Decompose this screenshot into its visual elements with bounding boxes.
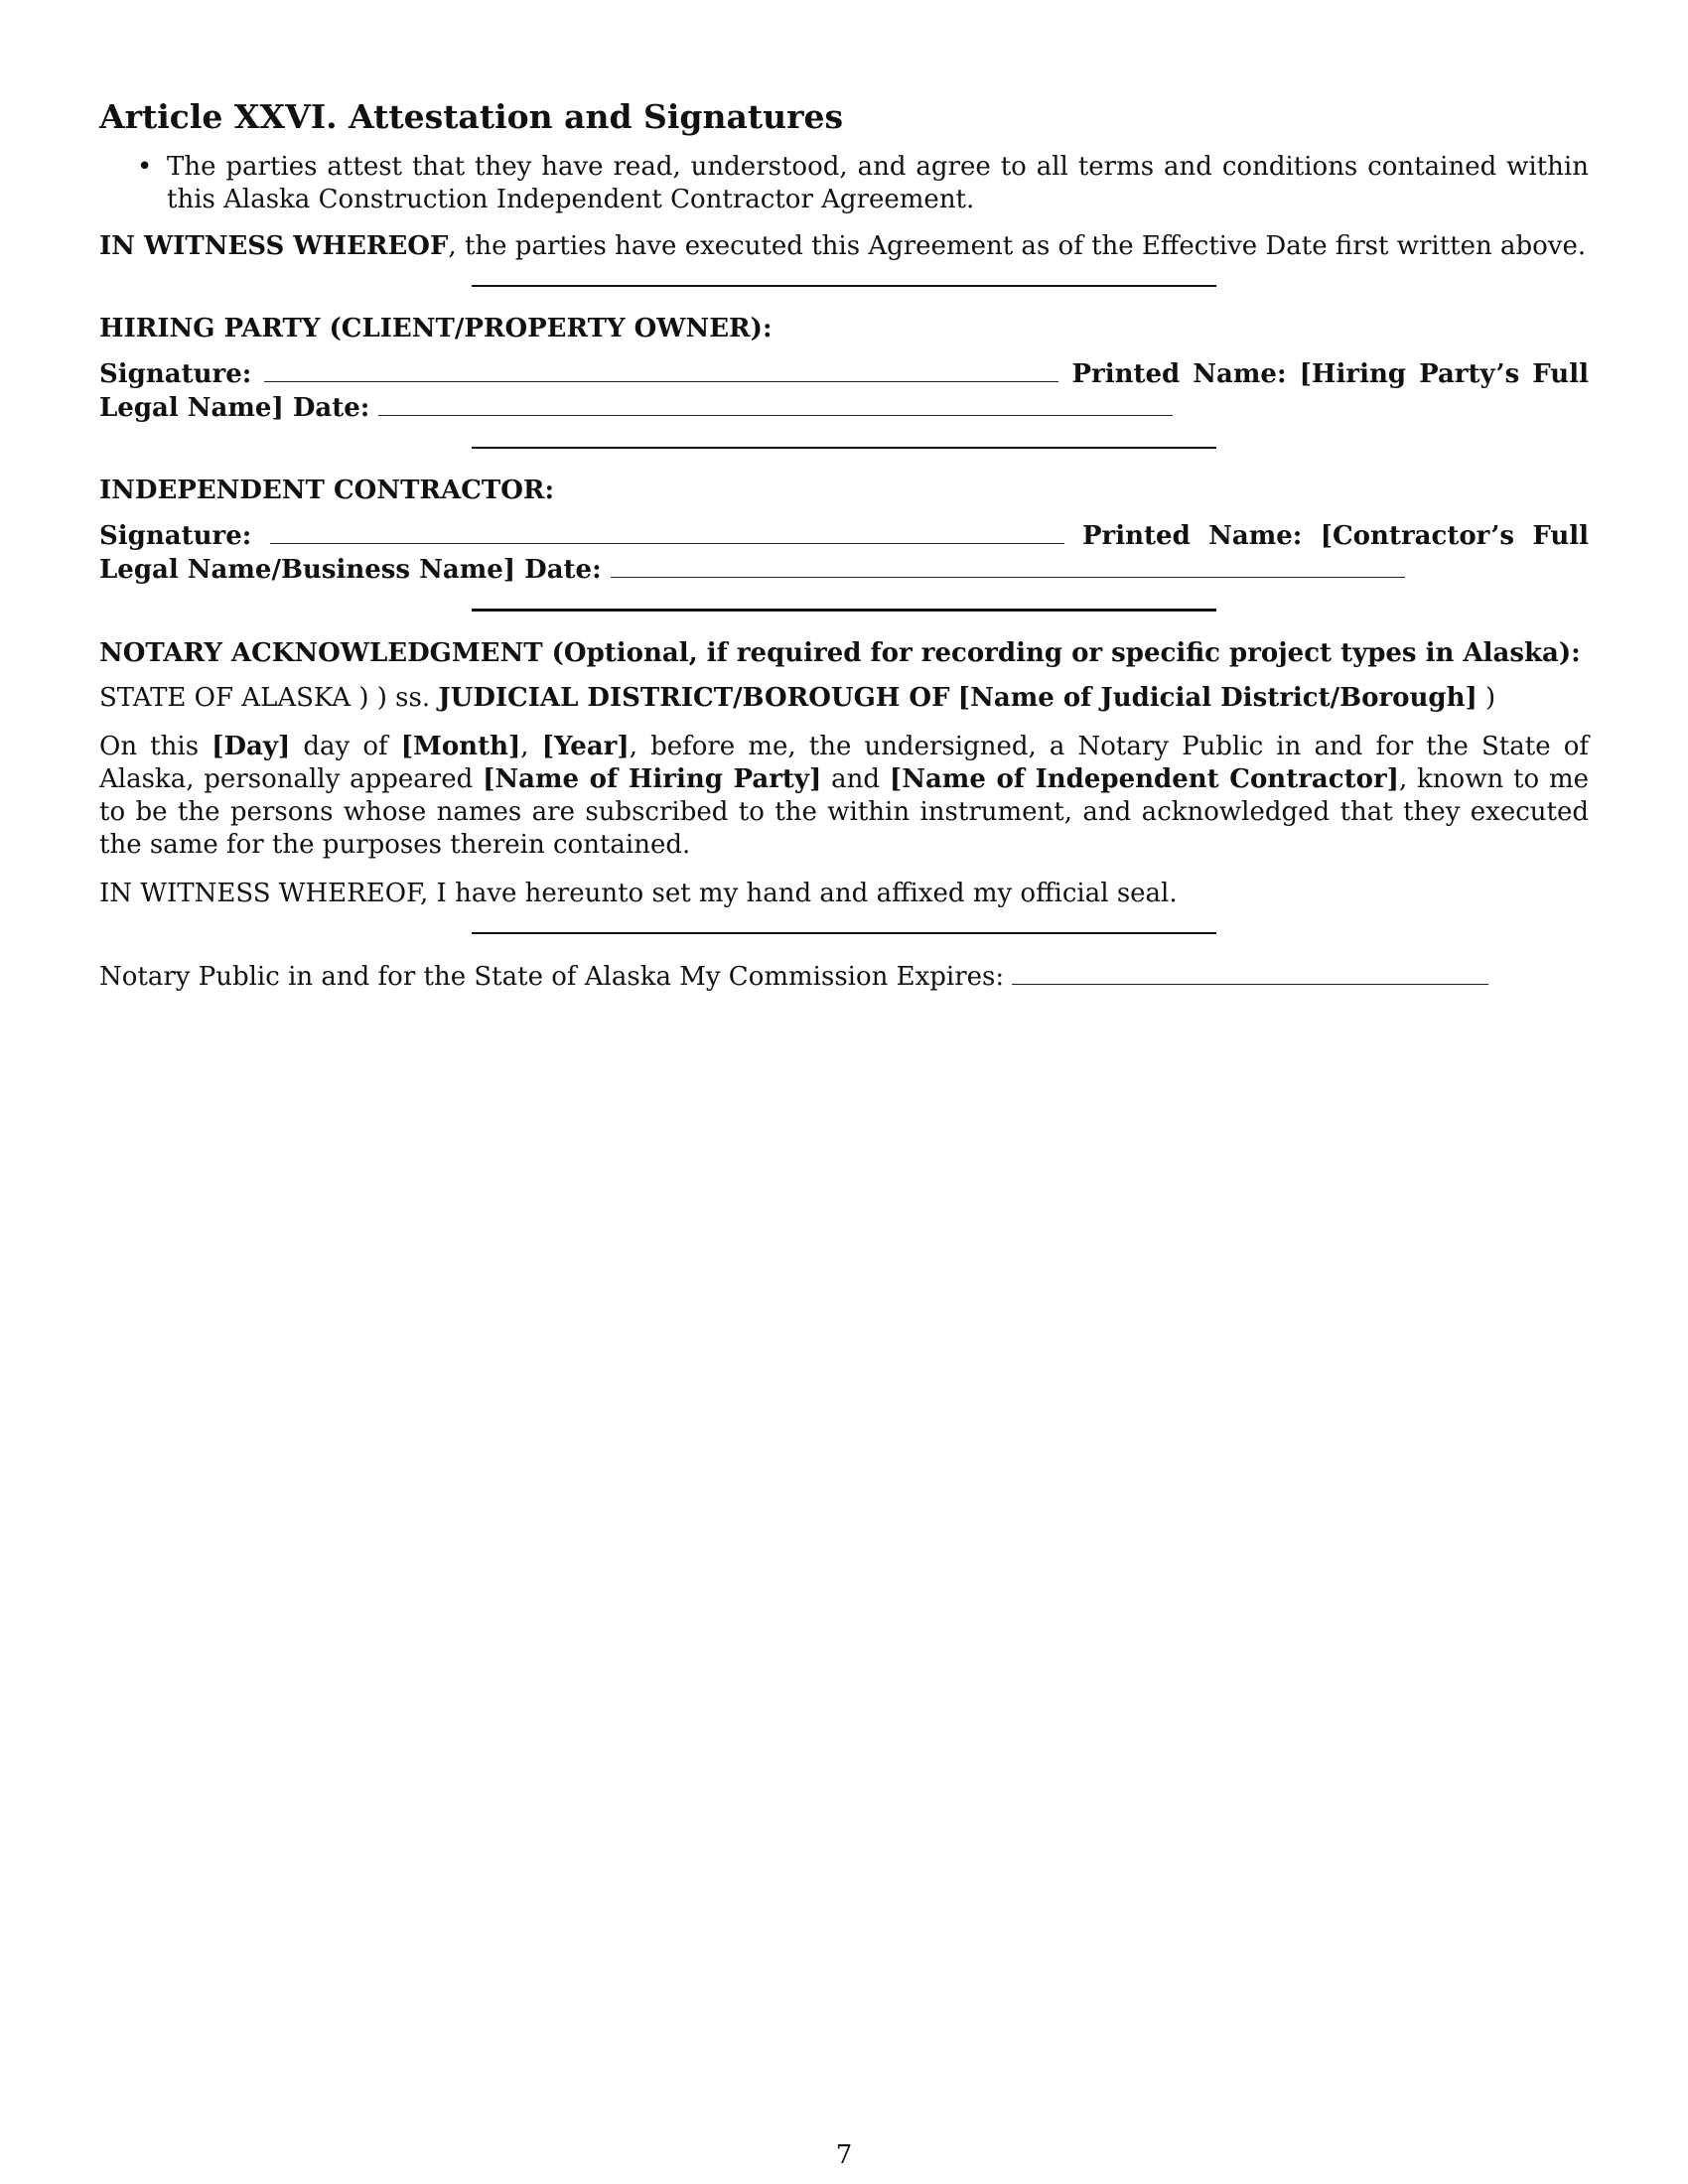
contractor-signature-block xyxy=(99,519,1589,587)
hiring-signature-line[interactable] xyxy=(264,357,1058,382)
notary-heading: NOTARY ACKNOWLEDGMENT (Optional, if required for recording or specific project types in Alaska): xyxy=(99,638,1581,668)
ack-year-placeholder: [Year] xyxy=(541,732,630,761)
ack-text: , known to me to be the persons whose names are subscribed to the within instrument, and acknowledged that they executed the same for the purposes therein contained. xyxy=(99,764,1589,860)
notary-acknowledgment-paragraph xyxy=(99,731,1589,862)
document-page xyxy=(99,95,1589,1010)
ack-hiring-party-placeholder: [Name of Hiring Party] xyxy=(483,764,822,794)
hiring-signature-label: Signature: xyxy=(99,359,252,389)
attestation-list xyxy=(99,151,1589,216)
contractor-signature-label: Signature: xyxy=(99,521,252,551)
ack-text: On this xyxy=(99,732,212,761)
hiring-printed-name-label: Printed Name: xyxy=(1071,359,1287,389)
contractor-signature-line[interactable] xyxy=(270,519,1064,544)
bullet-icon: • xyxy=(137,152,153,182)
witness-rest: , the parties have executed this Agreement as of the Effective Date first written above. xyxy=(448,231,1587,261)
article-heading: Article XXVI. Attestation and Signatures xyxy=(99,97,844,136)
venue-state: STATE OF ALASKA ) ) ss. xyxy=(99,683,431,713)
hiring-printed-name-value: [Hiring Party’s Full Legal Name] xyxy=(99,359,1589,423)
ack-text: , before me, the undersigned, a Notary Public in and for the State of Alaska, personally appeared xyxy=(99,732,1589,794)
venue-close: ) xyxy=(1485,683,1496,713)
ack-text: , xyxy=(520,732,542,761)
ack-day-placeholder: [Day] xyxy=(211,732,291,761)
notary-signature-rule[interactable] xyxy=(472,932,1216,934)
notary-venue xyxy=(99,682,1589,715)
contractor-date-label: Date: xyxy=(524,555,602,585)
ack-contractor-placeholder: [Name of Independent Contractor] xyxy=(889,764,1399,794)
contractor-date-line[interactable] xyxy=(611,553,1405,578)
notary-commission-label: Notary Public in and for the State of Alaska My Commission Expires: xyxy=(99,962,1005,992)
attestation-text: The parties attest that they have read, understood, and agree to all terms and conditions contained within this Alaska Construction Independent Contractor Agreement. xyxy=(167,152,1589,214)
notary-witness-line: IN WITNESS WHEREOF, I have hereunto set my hand and affixed my official seal. xyxy=(99,879,1178,908)
venue-district-label: JUDICIAL DISTRICT/BOROUGH OF xyxy=(438,683,950,713)
hiring-date-line[interactable] xyxy=(378,391,1173,416)
contractor-printed-name-label: Printed Name: xyxy=(1082,521,1303,551)
hiring-party-heading: HIRING PARTY (CLIENT/PROPERTY OWNER): xyxy=(99,314,773,343)
venue-district-placeholder: [Name of Judicial District/Borough] xyxy=(957,683,1477,713)
notary-footer xyxy=(99,960,1589,994)
contractor-heading: INDEPENDENT CONTRACTOR: xyxy=(99,476,555,505)
witness-paragraph xyxy=(99,230,1589,263)
contractor-printed-name-value: [Contractor’s Full Legal Name/Business Name] xyxy=(99,521,1589,585)
separator-rule xyxy=(472,447,1216,449)
separator-rule xyxy=(472,609,1216,612)
ack-text: and xyxy=(821,764,890,794)
page-number: 7 xyxy=(835,2140,853,2170)
hiring-date-label: Date: xyxy=(292,393,370,423)
commission-expires-line[interactable] xyxy=(1012,960,1488,985)
ack-text: day of xyxy=(290,732,401,761)
list-item xyxy=(99,151,1589,216)
separator-rule xyxy=(472,285,1216,287)
ack-month-placeholder: [Month] xyxy=(400,732,521,761)
hiring-party-signature-block xyxy=(99,357,1589,425)
witness-bold: IN WITNESS WHEREOF xyxy=(99,231,449,261)
